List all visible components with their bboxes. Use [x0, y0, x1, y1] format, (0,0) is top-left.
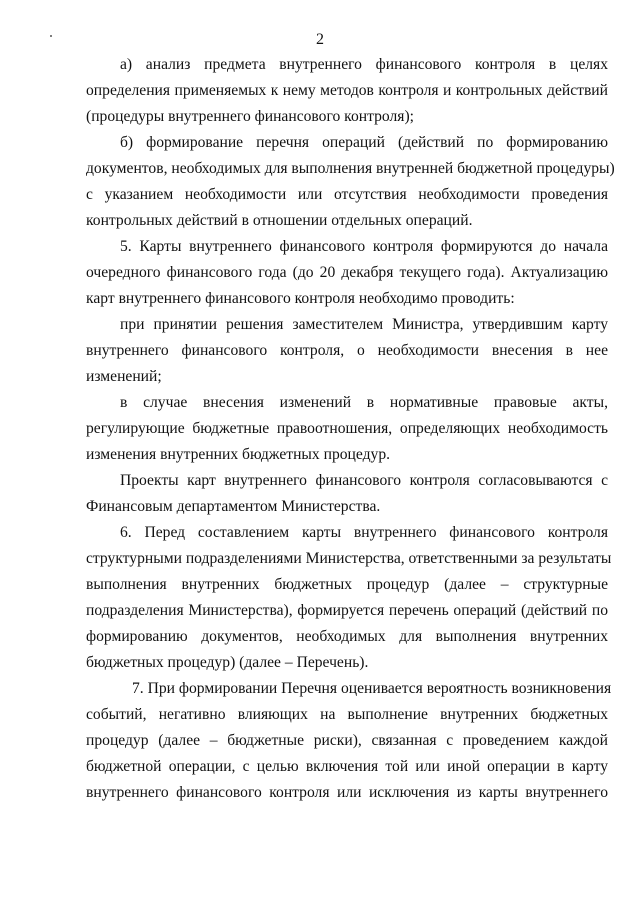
text-line: а) анализ предмета внутреннего финансового контроля в целях — [120, 56, 608, 73]
text-line: 6. Перед составлением карты внутреннего финансового контроля — [120, 524, 608, 541]
text-line: изменений; — [86, 368, 162, 385]
paragraph-a — [86, 52, 608, 130]
paragraph-5-approval — [86, 468, 608, 520]
paragraph-5 — [86, 234, 608, 312]
text-line: контрольных действий в отношении отдельных операций. — [86, 212, 473, 229]
page-number: 2 — [316, 31, 324, 48]
text-line: бюджетной операции, с целью включения той или иной операции в карту — [86, 758, 608, 775]
paragraph-7 — [86, 676, 612, 806]
text-line: событий, негативно влияющих на выполнение внутренних бюджетных — [86, 706, 608, 723]
text-line: изменения внутренних бюджетных процедур. — [86, 446, 391, 463]
text-line: с указанием необходимости или отсутствия необходимости проведения — [86, 186, 608, 203]
document-body — [86, 52, 615, 806]
text-line: Финансовым департаментом Министерства. — [86, 498, 381, 515]
paragraph-b — [86, 130, 615, 234]
text-line: очередного финансового года (до 20 декабря текущего года). Актуализацию — [86, 264, 608, 281]
text-line: регулирующие бюджетные правоотношения, определяющих необходимость — [86, 420, 608, 437]
text-line: выполнения внутренних бюджетных процедур (далее – структурные — [86, 576, 608, 593]
text-line: б) формирование перечня операций (действий по формированию — [120, 134, 608, 151]
text-line: структурными подразделениями Министерства, ответственными за результаты — [86, 550, 612, 567]
text-line: бюджетных процедур) (далее – Перечень). — [86, 654, 369, 671]
text-line: (процедуры внутреннего финансового контроля); — [86, 108, 414, 125]
text-line: 5. Карты внутреннего финансового контроля формируются до начала — [120, 238, 608, 255]
text-line: 7. При формировании Перечня оценивается вероятность возникновения — [132, 680, 612, 697]
paragraph-5-item-1 — [86, 312, 608, 390]
text-line: в случае внесения изменений в нормативные правовые акты, — [120, 394, 608, 411]
text-line: подразделения Министерства), формируется перечень операций (действий по — [86, 602, 608, 619]
text-line: формированию документов, необходимых для выполнения внутренних — [86, 628, 608, 645]
paragraph-5-item-2 — [86, 390, 608, 468]
text-line: Проекты карт внутреннего финансового контроля согласовываются с — [120, 472, 608, 489]
text-line: определения применяемых к нему методов контроля и контрольных действий — [86, 82, 608, 99]
text-line: документов, необходимых для выполнения внутренней бюджетной процедуры) — [86, 160, 615, 177]
text-line: карт внутреннего финансового контроля необходимо проводить: — [86, 290, 515, 307]
text-line: при принятии решения заместителем Министра, утвердившим карту — [120, 316, 608, 333]
text-line: внутреннего финансового контроля или исключения из карты внутреннего — [86, 784, 608, 801]
text-line: внутреннего финансового контроля, о необходимости внесения в нее — [86, 342, 608, 359]
paragraph-6 — [86, 520, 612, 676]
text-line: процедур (далее – бюджетные риски), связанная с проведением каждой — [86, 732, 608, 749]
